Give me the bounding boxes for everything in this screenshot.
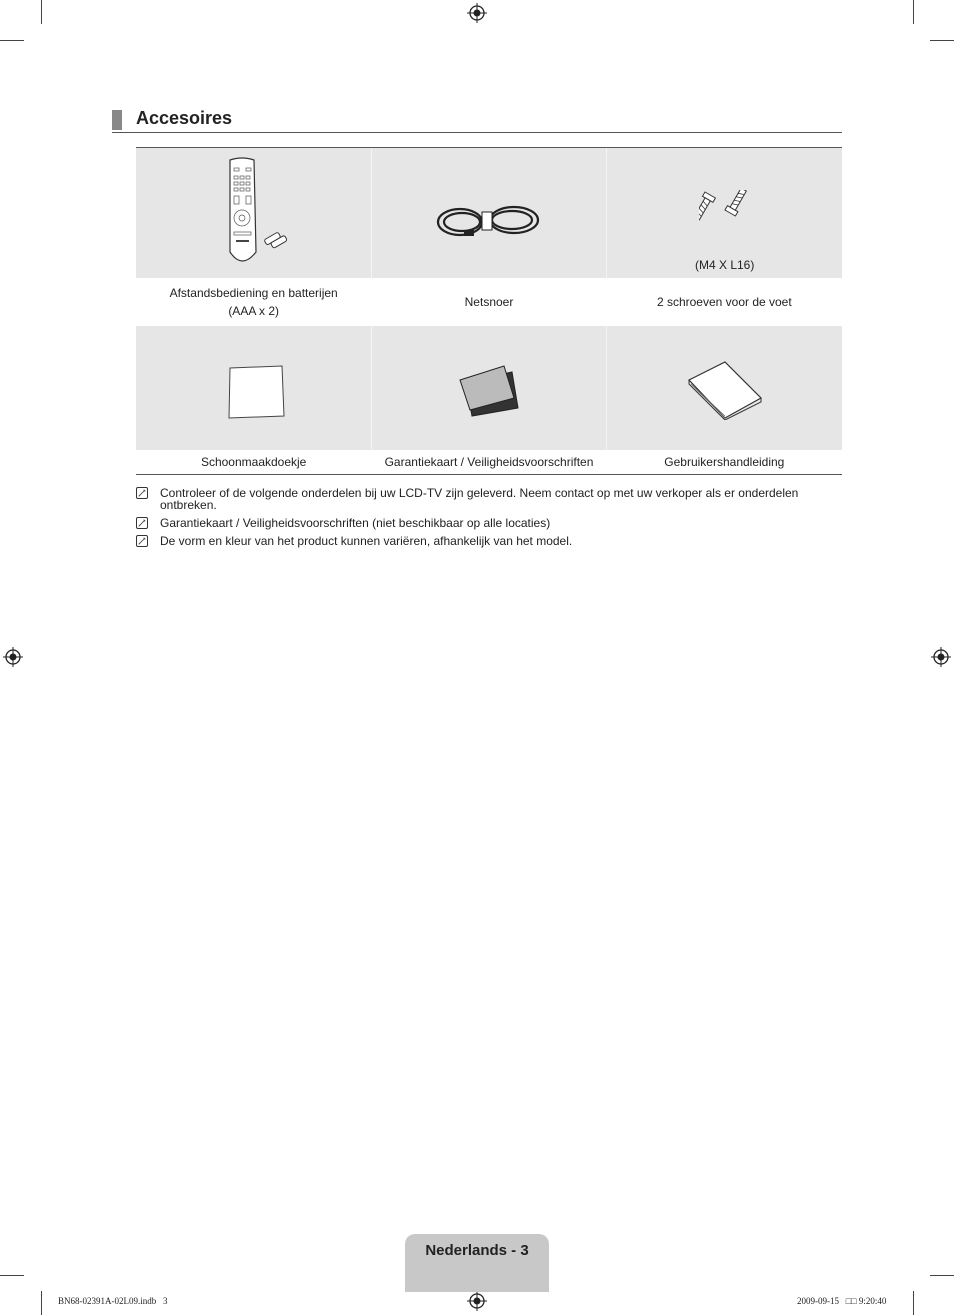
note-icon — [136, 517, 148, 529]
note-text: Controleer of de volgende onderdelen bij uw LCD-TV zijn geleverd. Neem contact op met uw verkoper als er onderdelen ontbreken. — [160, 486, 799, 512]
accessory-caption-line: Afstandsbediening en batterijen — [169, 286, 338, 300]
note-text: Garantiekaart / Veiligheidsvoorschriften (niet beschikbaar op alle locaties) — [160, 516, 551, 530]
registration-mark-icon — [467, 3, 487, 23]
crop-mark — [930, 1275, 954, 1276]
note-item — [136, 487, 826, 511]
page-label: Nederlands - 3 — [425, 1242, 529, 1259]
accessory-image-cell — [607, 326, 842, 450]
accessory-caption: Gebruikershandleiding — [664, 455, 785, 469]
warranty-card-icon — [458, 362, 522, 418]
screw-icon — [699, 190, 757, 236]
page-number-tab — [405, 1234, 549, 1292]
accessory-caption: Garantiekaart / Veiligheidsvoorschriften — [384, 455, 594, 469]
note-icon — [136, 487, 148, 499]
registration-mark-icon — [467, 1291, 487, 1311]
power-cord-icon — [434, 200, 544, 242]
image-row — [136, 148, 842, 278]
crop-mark — [0, 1275, 24, 1276]
remote-control-icon — [224, 156, 304, 268]
print-date-info: 2009-09-15 □□ 9:20:40 — [797, 1296, 887, 1306]
note-item — [136, 517, 826, 529]
crop-mark — [41, 0, 42, 24]
accessory-image-cell — [607, 148, 842, 278]
registration-mark-icon — [3, 647, 23, 667]
cleaning-cloth-icon — [226, 364, 286, 420]
crop-mark — [41, 1291, 42, 1315]
crop-mark — [930, 40, 954, 41]
accessory-image-cell — [136, 326, 372, 450]
note-text: De vorm en kleur van het product kunnen variëren, afhankelijk van het model. — [160, 534, 573, 548]
accessory-image-cell — [372, 326, 608, 450]
notes-list — [136, 487, 826, 553]
crop-mark — [913, 1291, 914, 1315]
section-header — [112, 108, 842, 133]
section-marker — [112, 110, 122, 130]
accessory-caption — [136, 278, 371, 326]
accessory-sub-caption: (M4 X L16) — [695, 258, 755, 272]
user-manual-icon — [687, 360, 763, 420]
note-item — [136, 535, 826, 547]
accessories-table — [136, 147, 842, 475]
note-icon — [136, 535, 148, 547]
accessory-image-cell — [136, 148, 372, 278]
crop-mark — [0, 40, 24, 41]
accessory-caption-line: (AAA x 2) — [228, 304, 279, 318]
registration-mark-icon — [931, 647, 951, 667]
section-title: Accesoires — [136, 108, 233, 128]
caption-row — [136, 278, 842, 326]
accessory-image-cell — [372, 148, 608, 278]
caption-row — [136, 450, 842, 474]
print-file-info: BN68-02391A-02L09.indb 3 — [58, 1296, 168, 1306]
image-row — [136, 326, 842, 450]
accessory-caption: 2 schroeven voor de voet — [656, 295, 792, 309]
accessory-caption: Netsnoer — [464, 295, 514, 309]
crop-mark — [913, 0, 914, 24]
accessory-caption: Schoonmaakdoekje — [200, 455, 307, 469]
